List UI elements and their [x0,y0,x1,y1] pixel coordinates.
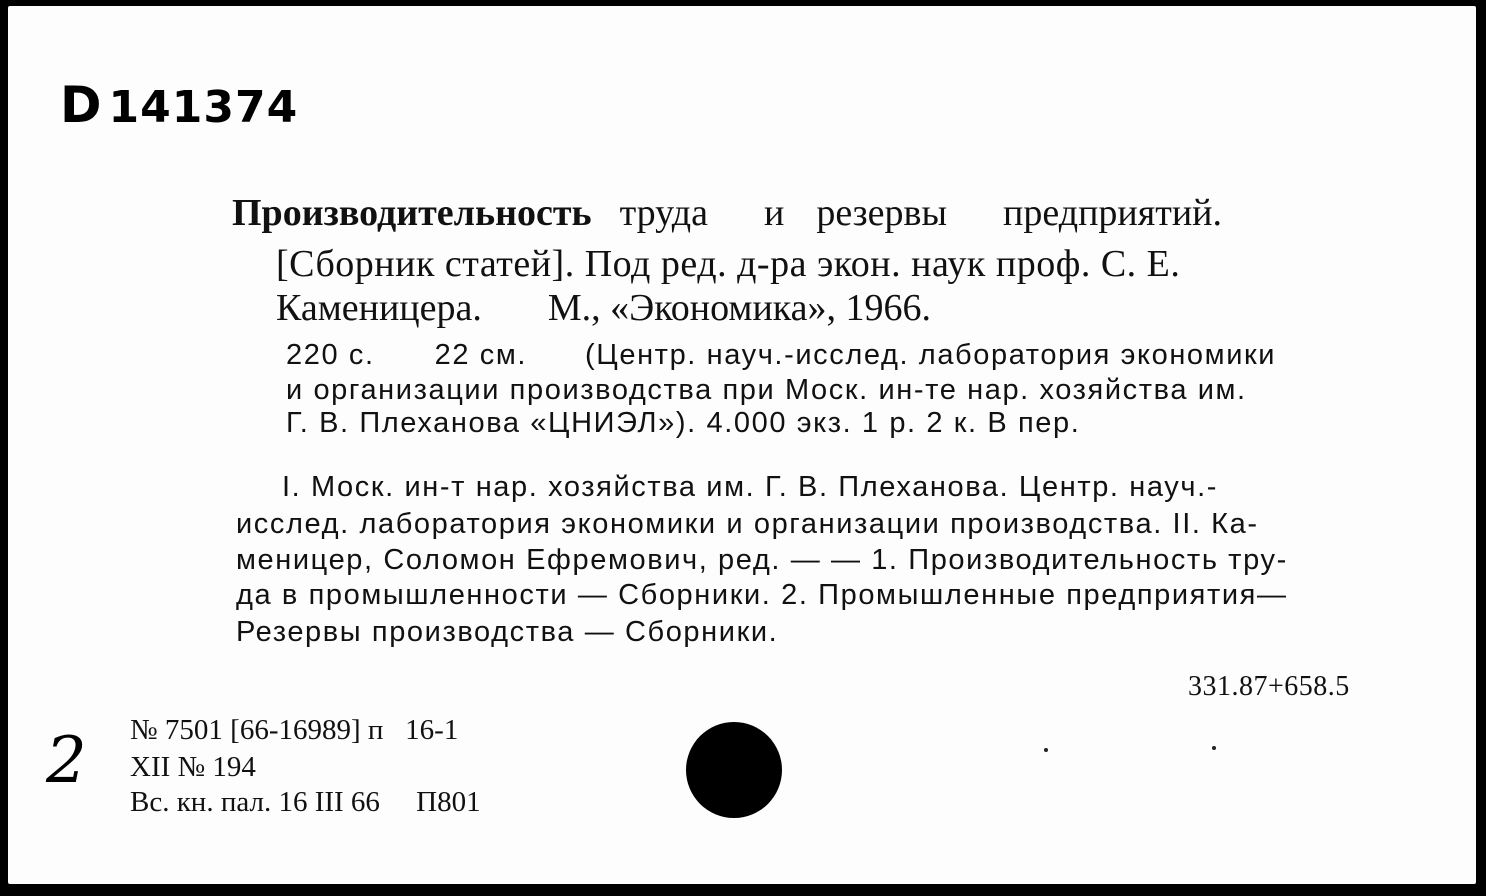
catalog-card [8,6,1476,884]
punch-hole [686,722,782,818]
call-number-letter: D [60,76,101,134]
speck-dot [1044,748,1048,752]
description-line-2: и организации производства при Моск. ин-те нар. хозяйства им. [286,374,1247,406]
editor-name: Каменицера. [276,287,482,329]
footer-line-2: XII № 194 [130,751,256,783]
call-number [60,76,298,134]
title-word: труда [619,192,708,234]
annotation-line: меницер, Соломон Ефремович, ред. — — 1. Производительность тру- [236,544,1288,576]
title-line-2: [Сборник статей]. Под ред. д-ра экон. наук проф. С. Е. [276,243,1181,285]
annotation-line: исслед. лаборатория экономики и организации производства. II. Ка- [236,508,1259,540]
description-line-3: Г. В. Плеханова «ЦНИЭЛ»). 4.000 экз. 1 р. 2 к. В пер. [286,407,1081,439]
title-word: предприятий. [1003,192,1222,234]
title-word: резервы [816,192,948,234]
book-size: 22 см. [434,339,528,371]
speck-dot [1212,746,1216,750]
annotation-line: Резервы производства — Сборники. [236,616,779,648]
series-note: (Центр. науч.-исслед. лаборатория экономики [585,339,1277,371]
footer-line-1: № 7501 [66-16989] п 16-1 [130,714,459,746]
footer-line-3: Вс. кн. пал. 16 III 66 П801 [130,786,481,818]
annotation-line: да в промышленности — Сборники. 2. Промышленные предприятия— [236,579,1288,611]
title-bold-word: Производительность [232,192,592,234]
title-word: и [764,192,785,234]
call-number-digits: 141374 [108,82,299,133]
classification-code: 331.87+658.5 [1188,671,1350,702]
handwritten-mark: 2 [46,724,87,798]
annotation-line: I. Моск. ин-т нар. хозяйства им. Г. В. Плеханова. Центр. науч.- [282,471,1218,503]
title-line-1 [232,191,1392,235]
title-line-3 [276,286,931,330]
publication-info: М., «Экономика», 1966. [547,287,932,329]
page-count: 220 с. [286,339,375,371]
description-line-1 [286,339,1276,372]
